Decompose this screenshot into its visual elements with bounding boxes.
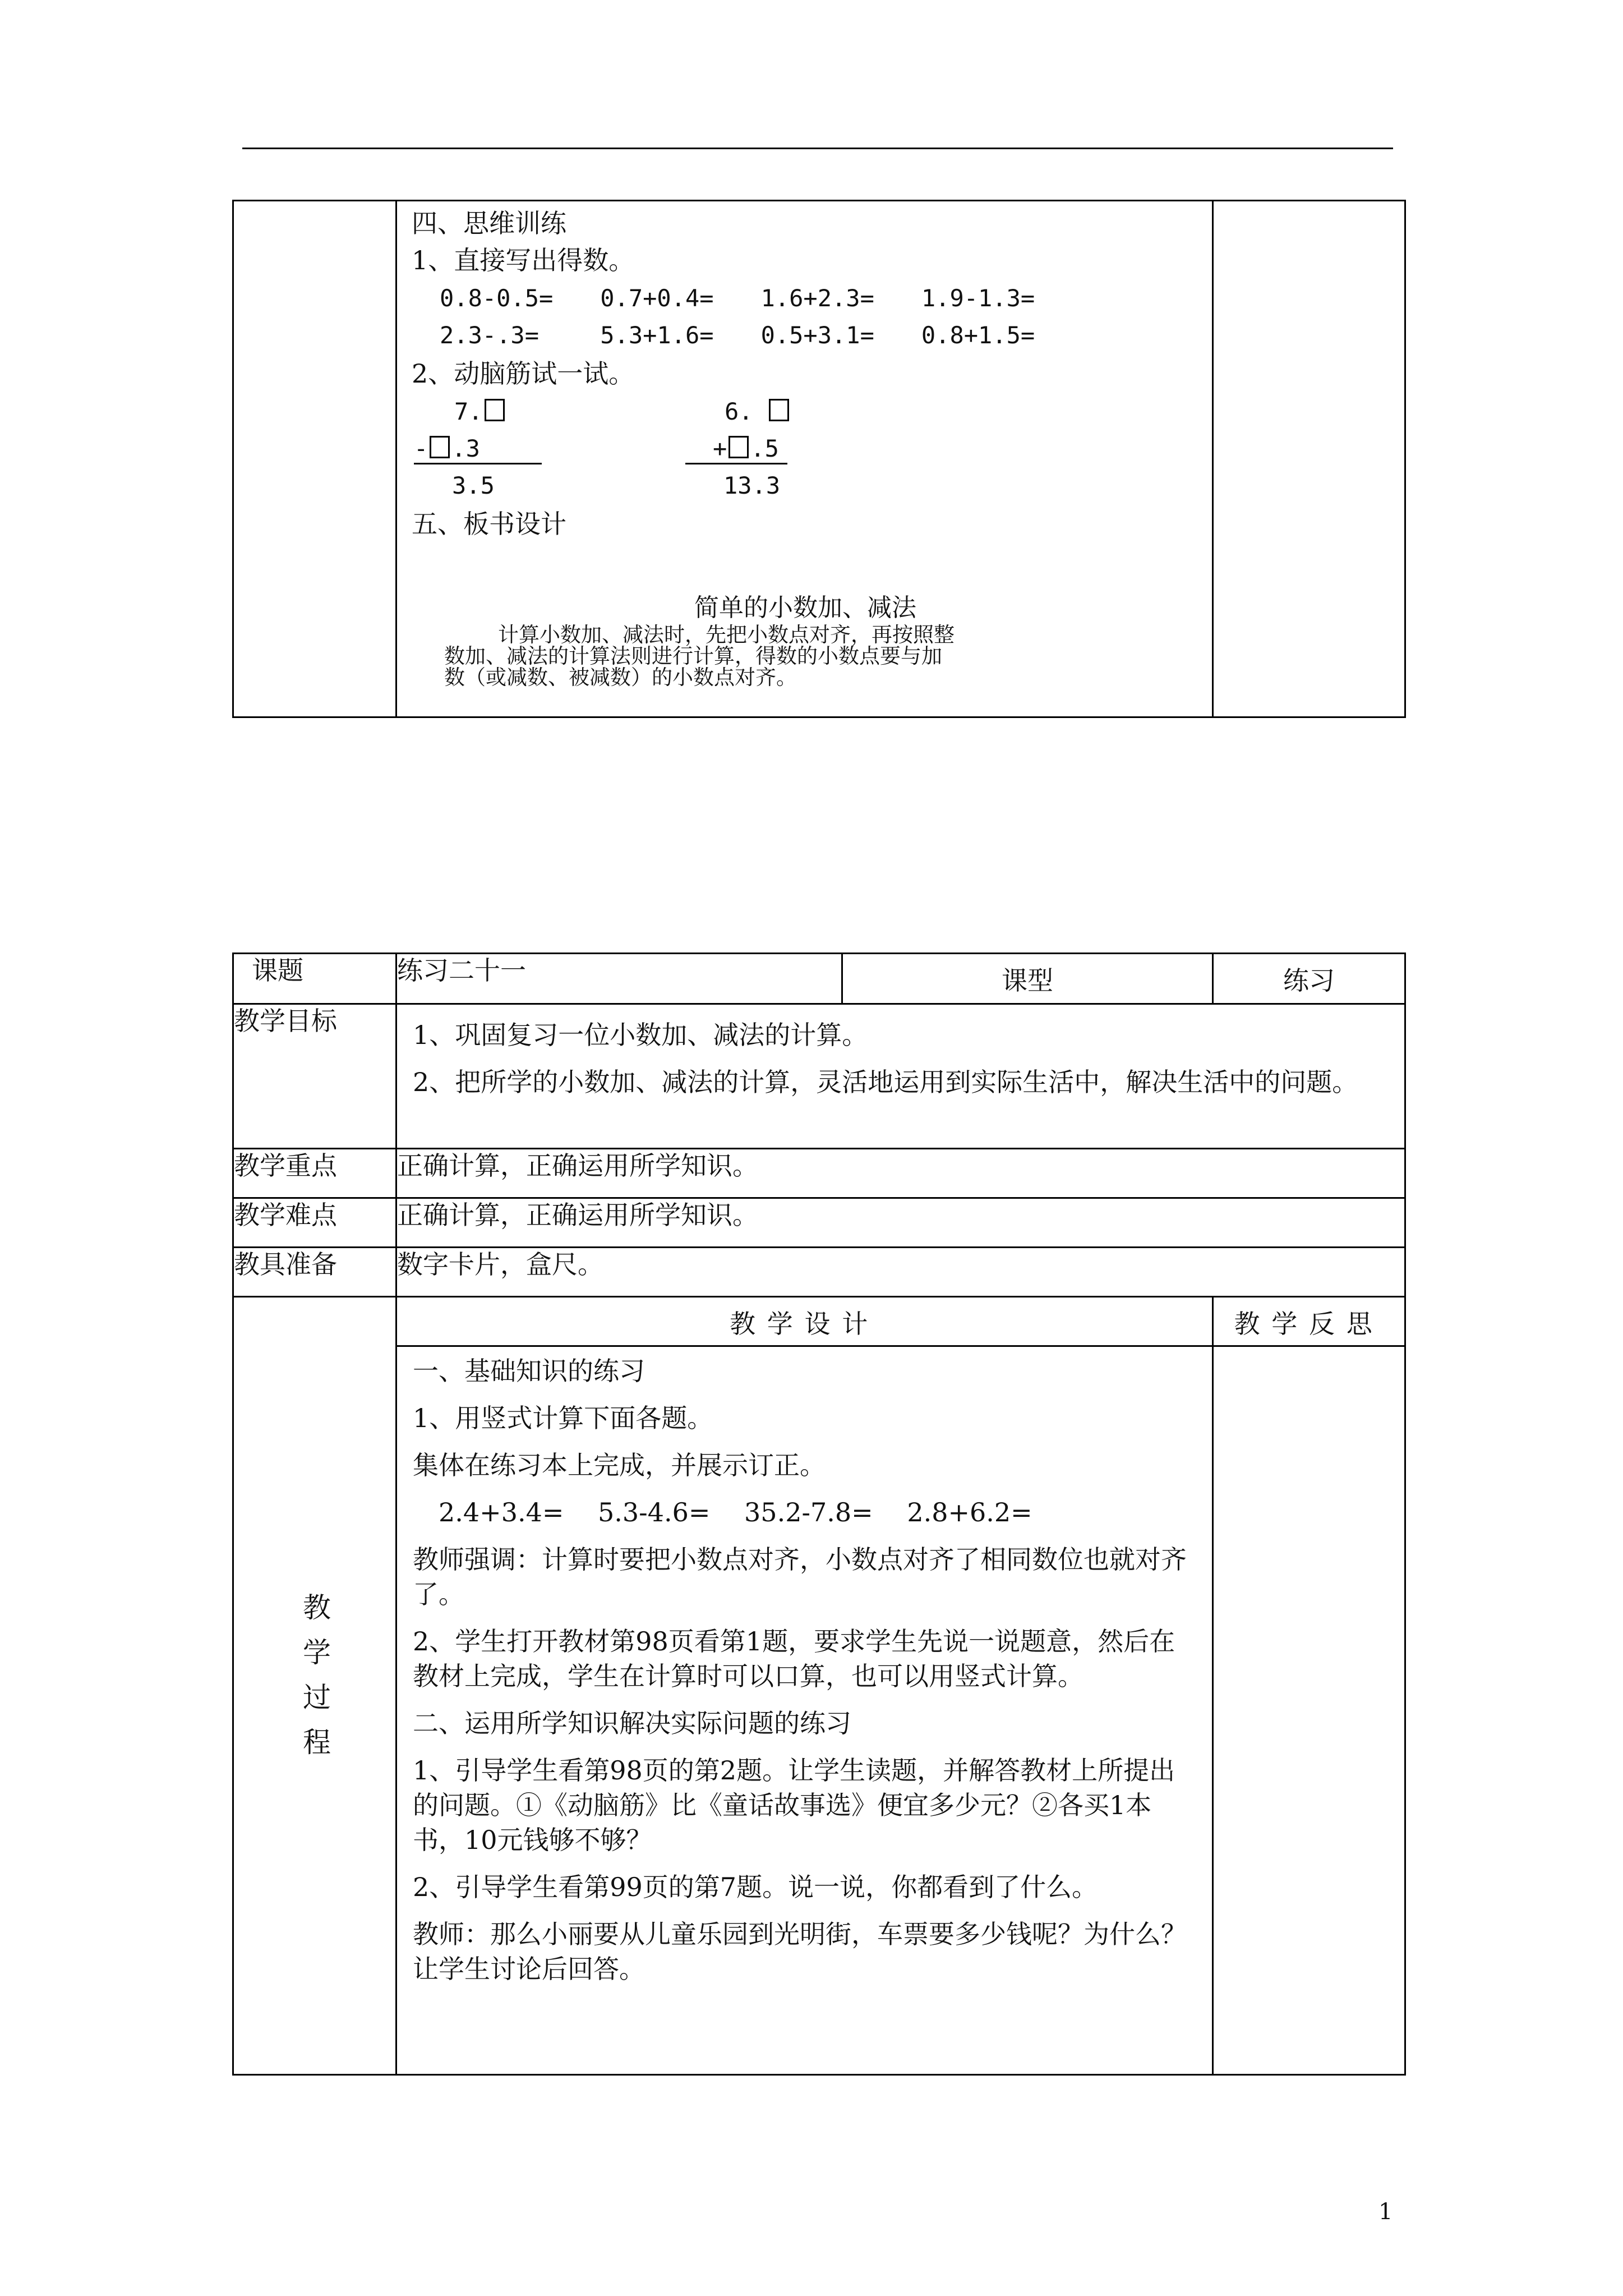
process-line: 2.4+3.4= 5.3-4.6= 35.2-7.8= 2.8+6.2=: [413, 1497, 1032, 1527]
label-process-cell: [233, 1297, 396, 2075]
lesson-continuation-table: [232, 200, 1406, 718]
mental-math-row-1: 0.8-0.5= 0.7+0.4= 1.6+2.3= 1.9-1.3=: [440, 284, 1035, 312]
puzzle-left-top: 7.: [454, 399, 506, 424]
lesson-plan-table: [232, 953, 1406, 2076]
t1-content-cell: [396, 201, 1213, 717]
process-line: 1、引导学生看第98页的第2题。让学生读题，并解答教材上所提出的问题。①《动脑筋》比《童话故事选》便宜多少元？②各买1本书，10元钱够不够？: [413, 1755, 1175, 1855]
goal-1: 1、巩固复习一位小数加、减法的计算。: [413, 1020, 868, 1050]
process-line: 一、基础知识的练习: [413, 1356, 645, 1386]
blank-box: [430, 436, 450, 458]
process-line: 2、学生打开教材第98页看第1题，要求学生先说一说题意，然后在教材上完成，学生在计算时可以口算，也可以用竖式计算。: [413, 1626, 1175, 1691]
label-type: 课型: [842, 954, 1213, 1004]
goal-cell: [396, 1004, 1405, 1149]
tools-value: 数字卡片，盒尺。: [396, 1248, 1405, 1297]
process-content-cell: [396, 1346, 1213, 2075]
reflection-cell: [1213, 1346, 1405, 2075]
section-5-heading: 五、板书设计: [412, 509, 566, 539]
puzzle-right-top: 6.: [725, 399, 791, 424]
blank-box: [728, 436, 749, 458]
t1-empty-right-cell: [1213, 201, 1405, 717]
board-title: 简单的小数加、减法: [694, 593, 916, 622]
blank-box: [485, 399, 505, 421]
exercise-2-heading: 2、动脑筋试一试。: [412, 358, 635, 389]
mental-math-row-2: 2.3-.3= 5.3+1.6= 0.5+3.1= 0.8+1.5=: [440, 321, 1035, 349]
puzzle-right-mid: + .5: [713, 435, 779, 462]
puzzle-right-underline: [685, 463, 787, 464]
process-line: 教师：那么小丽要从儿童乐园到光明街，车票要多少钱呢？为什么？让学生讨论后回答。: [413, 1919, 1187, 1984]
puzzle-right-result: 13.3: [723, 472, 781, 499]
blank-box: [769, 399, 789, 421]
t1-empty-left-cell: [233, 201, 396, 717]
label-tools: 教具准备: [233, 1248, 396, 1297]
section-4-heading: 四、思维训练: [412, 208, 566, 238]
difficulty-value: 正确计算，正确运用所学知识。: [396, 1198, 1405, 1248]
process-line: 二、运用所学知识解决实际问题的练习: [413, 1708, 851, 1738]
process-line: 集体在练习本上完成，并展示订正。: [413, 1450, 826, 1480]
label-difficulty: 教学难点: [233, 1198, 396, 1248]
process-line: 2、引导学生看第99页的第7题。说一说，你都看到了什么。: [413, 1872, 1098, 1902]
label-key-point: 教学重点: [233, 1149, 396, 1198]
key-point-value: 正确计算，正确运用所学知识。: [396, 1149, 1405, 1198]
board-line-3: 数（或减数、被减数）的小数点对齐。: [444, 665, 797, 689]
design-header: 教学设计: [396, 1297, 1213, 1346]
reflection-header: 教学反思: [1213, 1297, 1405, 1346]
label-process: 教学过程: [298, 1592, 331, 1772]
board-line-2: 数加、减法的计算法则进行计算，得数的小数点要与加: [444, 644, 942, 668]
puzzle-left-mid: - .3: [414, 435, 480, 462]
exercise-1-heading: 1、直接写出得数。: [412, 245, 635, 275]
puzzle-left-underline: [414, 463, 542, 464]
topic-value: 练习二十一: [396, 954, 842, 1004]
process-line: 教师强调：计算时要把小数点对齐，小数点对齐了相同数位也就对齐了。: [413, 1544, 1187, 1609]
header-rule: [242, 148, 1393, 149]
label-topic: 课题: [233, 954, 396, 1004]
page-number: 1: [1378, 2199, 1393, 2225]
board-line-1: 计算小数加、减法时，先把小数点对齐，再按照整: [498, 623, 955, 647]
puzzle-left-result: 3.5: [452, 472, 495, 499]
goal-2: 2、把所学的小数加、减法的计算，灵活地运用到实际生活中，解决生活中的问题。: [413, 1067, 1358, 1097]
type-value: 练习: [1213, 954, 1405, 1004]
process-line: 1、用竖式计算下面各题。: [413, 1403, 713, 1433]
label-goal: 教学目标: [233, 1004, 396, 1149]
